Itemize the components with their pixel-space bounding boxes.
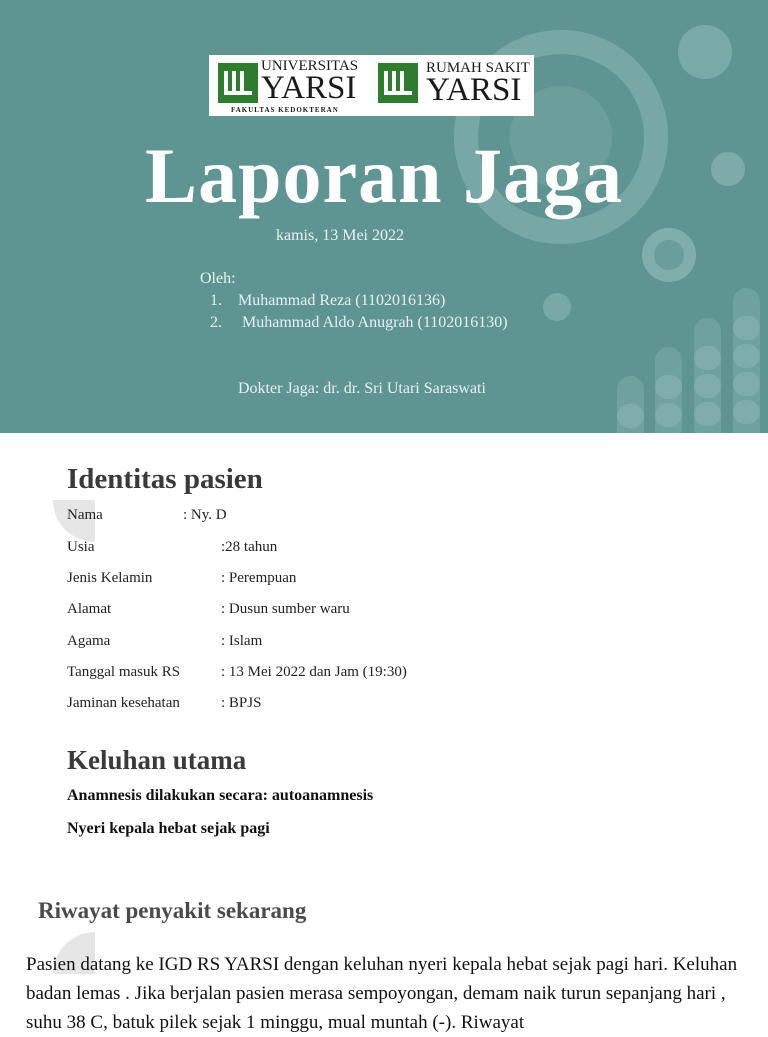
decorative-bar <box>655 347 682 433</box>
yarsi-logo <box>209 55 534 116</box>
riwayat-heading: Riwayat penyakit sekarang <box>38 898 307 923</box>
identitas-value: : Ny. D <box>183 507 227 523</box>
identitas-label: Jaminan kesehatan <box>67 695 180 711</box>
identitas-heading: Identitas pasien <box>67 463 263 495</box>
identitas-label: Nama <box>67 507 103 523</box>
decorative-bar <box>694 318 721 433</box>
identitas-value: : BPJS <box>221 695 262 711</box>
decorative-bar <box>617 376 644 433</box>
identitas-value: : Perempuan <box>221 570 297 586</box>
logo-universitas-text: UNIVERSITAS <box>261 58 359 74</box>
logo-rs-yarsi-text: YARSI <box>426 72 522 108</box>
decorative-circle <box>678 25 732 79</box>
title-slide <box>0 0 768 433</box>
identitas-label: Usia <box>67 539 95 555</box>
author-number: 2. <box>210 314 222 331</box>
yarsi-emblem-icon <box>218 63 258 103</box>
report-date: kamis, 13 Mei 2022 <box>276 227 404 244</box>
identitas-label: Jenis Kelamin <box>67 570 153 586</box>
author-name: Muhammad Reza (1102016136) <box>238 292 446 309</box>
logo-yarsi-text: YARSI <box>261 70 357 106</box>
identitas-value: : 13 Mei 2022 dan Jam (19:30) <box>221 664 407 680</box>
anamnesis-text: Anamnesis dilakukan secara: autoanamnesis <box>67 787 374 804</box>
decorative-bar <box>733 288 760 433</box>
identitas-label: Tanggal masuk RS <box>67 664 181 680</box>
identitas-value: : Islam <box>221 633 263 649</box>
decorative-circle <box>654 240 684 270</box>
riwayat-paragraph: Pasien datang ke IGD RS YARSI dengan keluhan nyeri kepala hebat sejak pagi hari. Keluhan badan lemas . Jika berjalan pasien merasa sempoyongan, demam naik turun sepanjang hari , suhu 38 C, batuk pilek sejak 1 minggu, mual muntah (-). Riwayat <box>26 954 738 1033</box>
slide-title: Laporan Jaga <box>145 132 623 219</box>
decorative-circle <box>543 293 571 321</box>
oleh-label: Oleh: <box>200 270 236 287</box>
identitas-value: : Dusun sumber waru <box>221 601 350 617</box>
logo-fakultas-text: FAKULTAS KEDOKTERAN <box>231 106 339 114</box>
author-name: Muhammad Aldo Anugrah (1102016130) <box>242 314 508 331</box>
author-number: 1. <box>210 292 222 309</box>
keluhan-heading: Keluhan utama <box>67 745 247 775</box>
identitas-value: :28 tahun <box>221 539 278 555</box>
rs-yarsi-emblem-icon <box>378 63 418 103</box>
identitas-label: Agama <box>67 633 111 649</box>
identitas-label: Alamat <box>67 601 112 617</box>
logo-rumah-sakit-text: RUMAH SAKIT <box>426 60 530 76</box>
keluhan-text: Nyeri kepala hebat sejak pagi <box>67 820 270 837</box>
dokter-jaga: Dokter Jaga: dr. dr. Sri Utari Saraswati <box>238 380 486 397</box>
